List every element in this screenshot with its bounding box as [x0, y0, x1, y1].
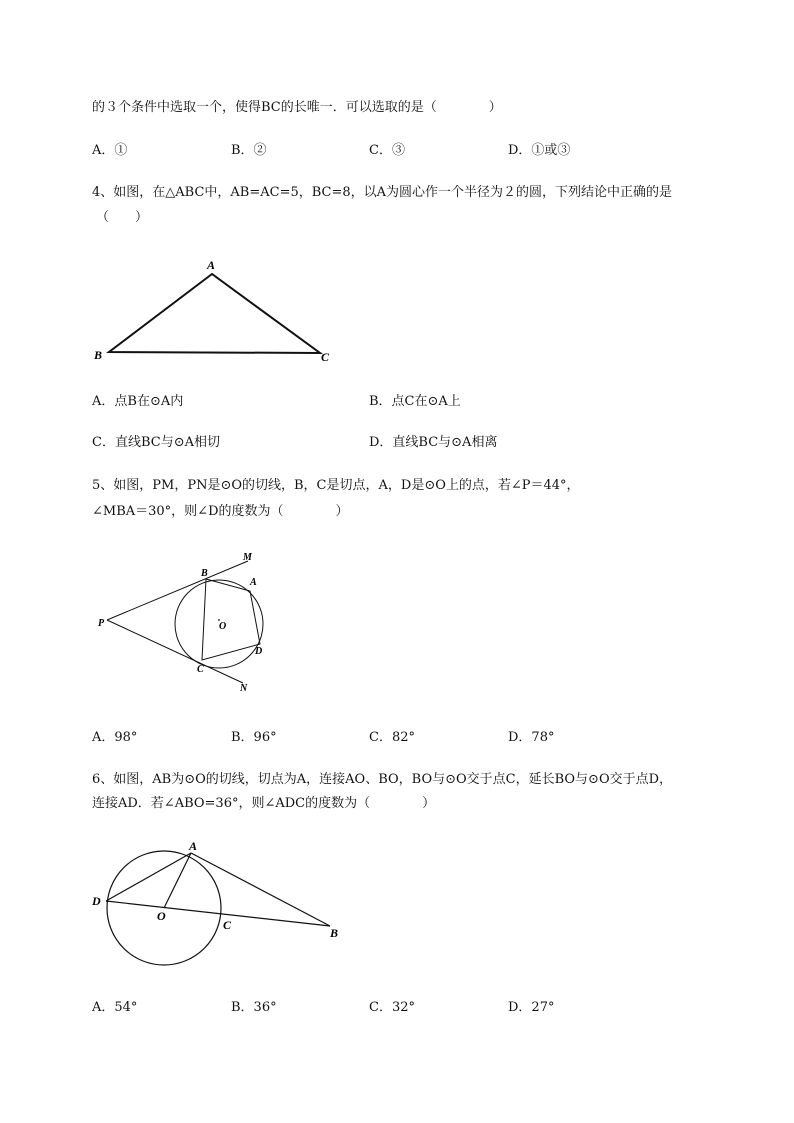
triangle-abc: [109, 274, 320, 353]
q6-label-a: A: [189, 839, 198, 853]
q5-option-a: A．98°: [92, 730, 138, 745]
q5-stem-line1: 5、如图，PM，PN是⊙O的切线，B，C是切点，A，D是⊙O上的点，若∠P＝44°，: [92, 478, 580, 493]
q4-option-b: B．点C在⊙A上: [369, 394, 461, 409]
q5-label-o: O: [219, 621, 227, 632]
q5-label-n: N: [240, 683, 248, 694]
quad-badc: [202, 579, 263, 660]
q5-stem-line2: ∠MBA＝30°，则∠D的度数为（ ）: [92, 504, 349, 519]
segment-ab: [191, 853, 330, 926]
q4-label-b: B: [94, 348, 103, 362]
q4-option-c: C．直线BC与⊙A相切: [92, 435, 220, 450]
q6-label-c: C: [223, 918, 232, 932]
q5-label-a: A: [250, 577, 257, 588]
q6-label-d: D: [92, 894, 101, 908]
q5-circle-tangent-figure: [92, 548, 282, 698]
q4-option-d: D．直线BC与⊙A相离: [369, 435, 498, 450]
q6-label-o: O: [157, 909, 166, 923]
q5-label-m: M: [243, 552, 252, 563]
q4-label-c: C: [321, 350, 330, 364]
q4-stem-line2: （ ）: [96, 210, 149, 225]
q6-label-b: B: [330, 926, 339, 940]
q6-circle-tangent-figure: [86, 836, 356, 981]
segment-da: [106, 853, 191, 901]
q5-label-p: P: [98, 618, 105, 629]
q4-triangle-figure: [88, 254, 338, 369]
q5-label-b: B: [201, 568, 208, 579]
tangent-pm: [107, 561, 248, 620]
q3-option-b: B．②: [231, 143, 267, 158]
q6-option-c: C．32°: [369, 1000, 415, 1015]
q3-option-a: A．①: [92, 143, 128, 158]
q5-option-c: C．82°: [369, 730, 415, 745]
q3-option-d: D．①或③: [508, 143, 571, 158]
q5-label-c: C: [197, 664, 204, 675]
q3-stem: 的３个条件中选取一个，使得BC的长唯一．可以选取的是（ ）: [92, 100, 502, 115]
q6-option-a: A．54°: [92, 1000, 138, 1015]
q4-option-a: A．点B在⊙A内: [92, 394, 184, 409]
q4-label-a: A: [207, 258, 216, 272]
q6-stem-line1: 6、如图，AB为⊙O的切线，切点为A，连接AO、BO，BO与⊙O交于点C，延长BO与⊙O交于点D，: [92, 772, 673, 787]
q5-label-d: D: [255, 646, 263, 657]
q3-option-c: C．③: [369, 143, 405, 158]
q6-stem-line2: 连接AD．若∠ABO=36°，则∠ADC的度数为（ ）: [92, 796, 436, 811]
segment-db: [106, 901, 330, 926]
q6-option-b: B．36°: [231, 1000, 277, 1015]
q5-option-d: D．78°: [508, 730, 555, 745]
q5-option-b: B．96°: [231, 730, 277, 745]
q4-stem-line1: 4、如图，在△ABC中，AB=AC=5，BC=8，以A为圆心作一个半径为２的圆，下列结论中正确的是: [92, 185, 673, 200]
q6-option-d: D．27°: [508, 1000, 555, 1015]
